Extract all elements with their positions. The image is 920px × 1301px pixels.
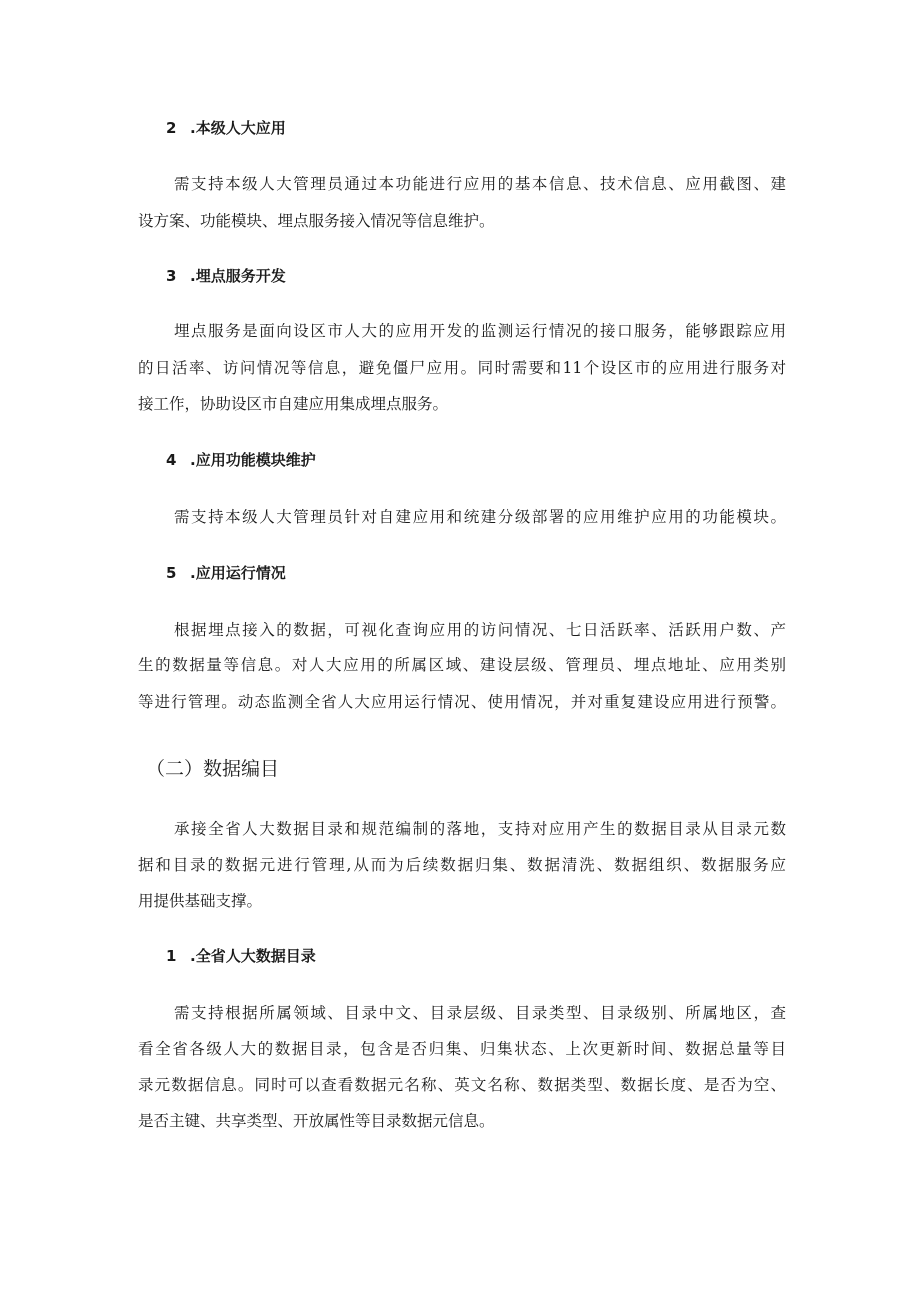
section-number: 5 bbox=[166, 564, 177, 582]
section-title: .全省人大数据目录 bbox=[190, 947, 316, 965]
paragraph-line: 是否主键、共享类型、开放属性等目录数据元信息。 bbox=[138, 1112, 495, 1130]
paragraph-line: 设方案、功能模块、埋点服务接入情况等信息维护。 bbox=[138, 212, 495, 230]
section-heading-4 bbox=[166, 450, 316, 470]
section-title: .本级人大应用 bbox=[190, 119, 286, 137]
paragraph-line: 生的数据量等信息。对人大应用的所属区域、建设层级、管理员、埋点地址、应用类别 bbox=[138, 656, 786, 674]
paragraph-line: 需支持本级人大管理员针对自建应用和统建分级部署的应用维护应用的功能模块。 bbox=[174, 508, 786, 526]
section-number: 4 bbox=[166, 451, 177, 469]
chapter-heading: （二）数据编目 bbox=[146, 758, 280, 780]
paragraph-line: 承接全省人大数据目录和规范编制的落地，支持对应用产生的数据目录从目录元数 bbox=[174, 820, 786, 838]
paragraph-line: 录元数据信息。同时可以查看数据元名称、英文名称、数据类型、数据长度、是否为空、 bbox=[138, 1076, 786, 1094]
paragraph-line: 看全省各级人大的数据目录，包含是否归集、归集状态、上次更新时间、数据总量等目 bbox=[138, 1040, 786, 1058]
section-heading-2 bbox=[166, 118, 286, 138]
section-heading-3 bbox=[166, 266, 286, 286]
section-number: 2 bbox=[166, 119, 177, 137]
section-title: .应用运行情况 bbox=[190, 564, 286, 582]
paragraph-line: 用提供基础支撑。 bbox=[138, 892, 263, 910]
paragraph-line: 根据埋点接入的数据，可视化查询应用的访问情况、七日活跃率、活跃用户数、产 bbox=[174, 621, 786, 639]
paragraph-line: 埋点服务是面向设区市人大的应用开发的监测运行情况的接口服务，能够跟踪应用 bbox=[174, 322, 786, 340]
section-title: .应用功能模块维护 bbox=[190, 451, 316, 469]
paragraph-line: 等进行管理。动态监测全省人大应用运行情况、使用情况，并对重复建设应用进行预警。 bbox=[138, 693, 786, 711]
paragraph-line: 接工作，协助设区市自建应用集成埋点服务。 bbox=[138, 395, 449, 413]
paragraph-line: 需支持根据所属领域、目录中文、目录层级、目录类型、目录级别、所属地区，查 bbox=[174, 1004, 786, 1022]
section-title: .埋点服务开发 bbox=[190, 267, 286, 285]
section-heading-1 bbox=[166, 946, 316, 966]
paragraph-line: 据和目录的数据元进行管理,从而为后续数据归集、数据清洗、数据组织、数据服务应 bbox=[138, 856, 786, 874]
paragraph-line: 的日活率、访问情况等信息，避免僵尸应用。同时需要和11个设区市的应用进行服务对 bbox=[138, 359, 786, 377]
section-heading-5 bbox=[166, 563, 286, 583]
paragraph-line: 需支持本级人大管理员通过本功能进行应用的基本信息、技术信息、应用截图、建 bbox=[174, 175, 786, 193]
section-number: 3 bbox=[166, 267, 177, 285]
section-number: 1 bbox=[166, 947, 177, 965]
